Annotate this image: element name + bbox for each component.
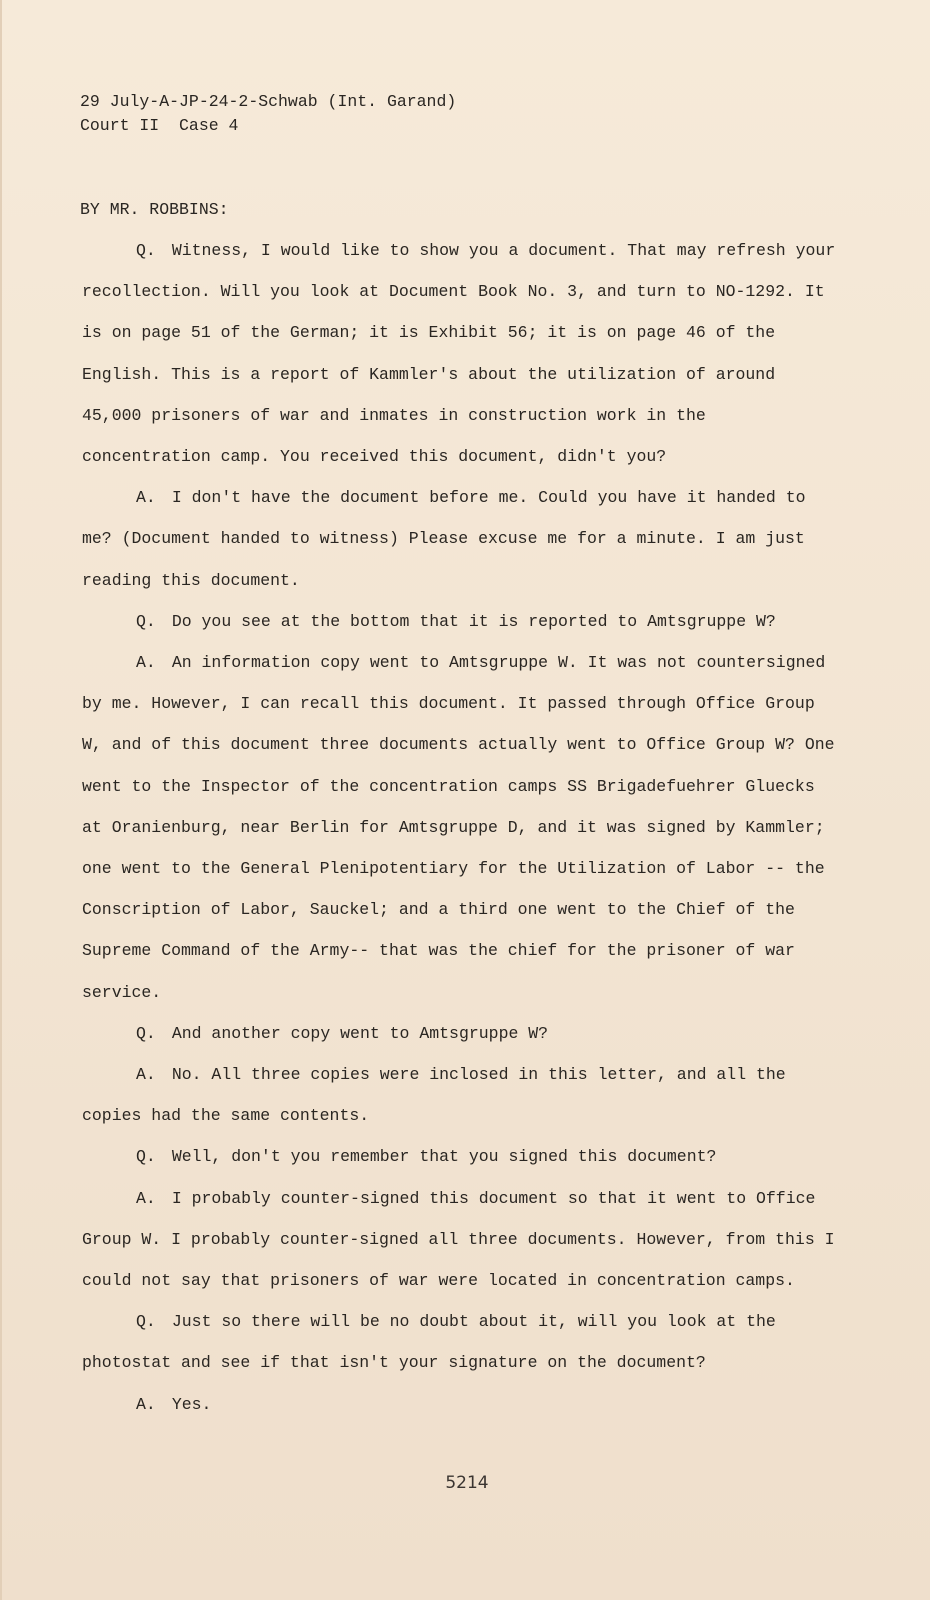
qa-paragraph: [82, 642, 842, 1013]
header-session-line: 29 July-A-JP-24-2-Schwab (Int. Garand): [80, 92, 457, 111]
qa-paragraph: [82, 1136, 842, 1177]
paragraph-text: And another copy went to Amtsgruppe W?: [171, 1023, 549, 1043]
speaker-label: A.: [136, 1065, 156, 1085]
paragraph-text: Well, don't you remember that you signed this document?: [171, 1147, 717, 1167]
speaker-label: Q.: [136, 1023, 156, 1043]
paragraph-text: Yes.: [171, 1394, 212, 1414]
paragraph-text: I don't have the document before me. Could you have it handed to me? (Document handed to witness) Please excuse me for a minute. I am just reading this document.: [82, 488, 806, 590]
qa-paragraph: [82, 1301, 842, 1383]
speaker-label: A.: [136, 488, 156, 508]
qa-paragraph: [82, 1013, 842, 1054]
speaker-label: A.: [136, 1394, 156, 1414]
speaker-label: A.: [136, 1188, 156, 1208]
qa-paragraph: [82, 230, 842, 477]
speaker-label: A.: [136, 653, 156, 673]
paragraph-text: I probably counter-signed this document so that it went to Office Group W. I probably counter-signed all three documents. However, from this I could not say that prisoners of war were located in concentration camps.: [82, 1188, 835, 1291]
paragraph-text: Witness, I would like to show you a document. That may refresh your recollection. Will you look at Document Book No. 3, and turn to NO-1292. It is on page 51 of the German; it is Exhibit 56; it is on page 46 of the English. This is a report of Kammler's about the utilization of around 45,000 prisoners of war and inmates in construction work in the concentration camp. You received this document, didn't you?: [82, 241, 836, 467]
transcript-body: [82, 230, 842, 1425]
qa-paragraph: [82, 1178, 842, 1302]
paragraph-text: Do you see at the bottom that it is reported to Amtsgruppe W?: [171, 611, 776, 631]
qa-paragraph: [82, 601, 842, 642]
paragraph-text: No. All three copies were inclosed in this letter, and all the copies had the same contents.: [82, 1065, 786, 1126]
qa-paragraph: [82, 477, 842, 601]
paragraph-text: An information copy went to Amtsgruppe W. It was not countersigned by me. However, I can recall this document. It passed through Office Group W, and of this document three documents actually went to Office Group W? One went to the Inspector of the concentration camps SS Brigadefuehrer Gluecks at Oranienburg, near Berlin for Amtsgruppe D, and it was signed by Kammler; one went to the General Plenipotentiary for the Utilization of Labor -- the Conscription of Labor, Sauckel; and a third one went to the Chief of the Supreme Command of the Army-- that was the chief for the prisoner of war service.: [82, 653, 835, 1002]
speaker-label: Q.: [136, 1147, 156, 1167]
examiner-byline: BY MR. ROBBINS:: [80, 200, 229, 219]
speaker-label: Q.: [136, 611, 156, 631]
speaker-label: Q.: [136, 241, 156, 260]
document-header: [80, 90, 456, 138]
page-number: 5214: [445, 1473, 489, 1493]
paragraph-text: Just so there will be no doubt about it, will you look at the photostat and see if that isn't your signature on the document?: [82, 1312, 776, 1373]
qa-paragraph: [82, 1054, 842, 1136]
header-court-line: Court II Case 4: [80, 116, 239, 135]
qa-paragraph: [82, 1384, 842, 1425]
speaker-label: Q.: [136, 1312, 156, 1332]
